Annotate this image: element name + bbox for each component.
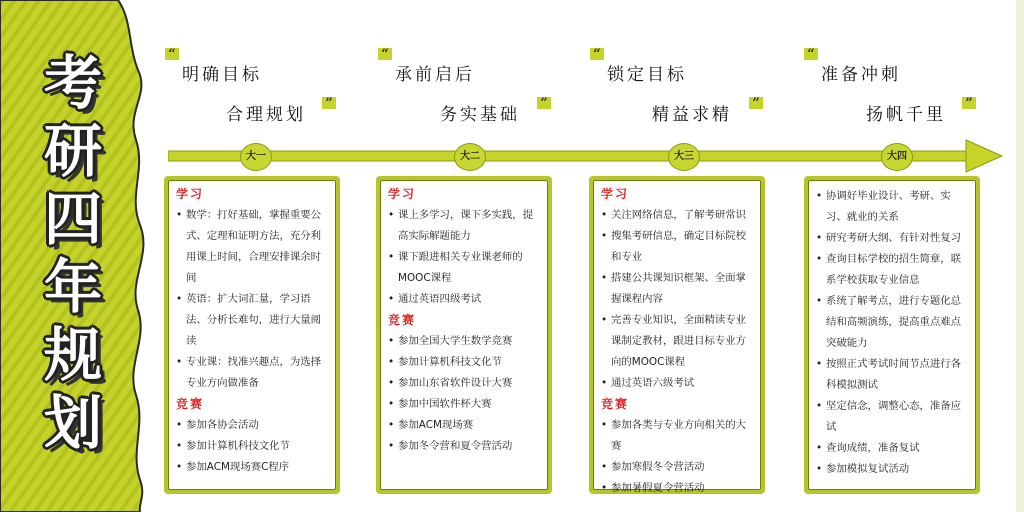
title-char: 考 (43, 49, 102, 117)
phrase-bottom: 扬帆千里 (866, 105, 946, 125)
section-heading-competition: 竞赛 (176, 397, 205, 411)
list-item: • 参加计算机科技文化节 (388, 352, 542, 373)
phrase-top: 明确目标 (182, 65, 262, 85)
section-heading-study: 学习 (388, 187, 417, 201)
phrase-top: 锁定目标 (607, 65, 687, 85)
title-char: 四 (43, 185, 102, 253)
list-item: • 参加全国大学生数学竞赛 (388, 331, 542, 352)
card-body (808, 180, 976, 490)
close-quote-mark: ” (322, 97, 336, 109)
list-item: • 数学：打好基础，掌握重要公式、定理和证明方法，充分利用课上时间，合理安排课余时间 (176, 205, 330, 289)
list-item: • 完善专业知识，全面精读专业课制定教材，跟进目标专业方向的MOOC课程 (601, 310, 755, 373)
section-heading-study: 学习 (601, 187, 630, 201)
list-item: • 参加各类与专业方向相关的大赛 (601, 415, 755, 457)
title-char: 规 (43, 321, 102, 389)
title-char: 划 (43, 389, 102, 457)
section-heading-study: 学习 (176, 187, 205, 201)
side-banner (0, 0, 160, 512)
list-item: • 坚定信念，调整心态，准备应试 (816, 396, 970, 438)
card-body (168, 180, 336, 490)
section-heading-competition: 竞赛 (601, 397, 630, 411)
list-item: • 通过英语六级考试 (601, 373, 755, 394)
list-item: • 参加各协会活动 (176, 415, 330, 436)
card-year-4 (804, 176, 980, 494)
card-year-2 (376, 176, 552, 494)
phrase-top: 准备冲刺 (821, 65, 901, 85)
card-year-1 (164, 176, 340, 494)
list-item: • 参加计算机科技文化节 (176, 436, 330, 457)
phrase-bottom: 合理规划 (226, 105, 306, 125)
list-item: • 参加冬令营和夏令营活动 (388, 436, 542, 457)
list-item: • 搭建公共课知识框架、全面掌握课程内容 (601, 268, 755, 310)
list-item: • 参加山东省软件设计大赛 (388, 373, 542, 394)
timeline-arrow (168, 138, 1004, 174)
timeline-node-year-1: 大一 (240, 143, 272, 171)
phrase-bottom: 精益求精 (652, 105, 732, 125)
list-item: • 课上多学习，课下多实践，提高实际解题能力 (388, 205, 542, 247)
list-item: • 系统了解考点，进行专题化总结和高频演练，提高重点难点突破能力 (816, 291, 970, 354)
close-quote-mark: ” (749, 97, 763, 109)
list-item: • 按照正式考试时间节点进行各科模拟测试 (816, 354, 970, 396)
close-quote-mark: ” (962, 97, 976, 109)
list-item: • 参加寒假冬令营活动 (601, 457, 755, 478)
card-year-3 (589, 176, 765, 494)
list-item: • 查询成绩，准备复试 (816, 438, 970, 459)
close-quote-mark: ” (537, 97, 551, 109)
open-quote-mark: “ (165, 48, 179, 60)
list-item: • 协调好毕业设计、考研、实习、就业的关系 (816, 186, 970, 228)
timeline-node-year-2: 大二 (454, 143, 486, 171)
list-item: • 研究考研大纲、有针对性复习 (816, 228, 970, 249)
card-body (593, 180, 761, 494)
card-body (380, 180, 548, 490)
list-item: • 专业课：找准兴趣点，为选择专业方向做准备 (176, 352, 330, 394)
section-heading-competition: 竞赛 (388, 313, 417, 327)
open-quote-mark: “ (378, 48, 392, 60)
timeline-node-year-4: 大四 (881, 143, 913, 171)
timeline-node-year-3: 大三 (668, 143, 700, 171)
list-item: • 查询目标学校的招生简章，联系学校获取专业信息 (816, 249, 970, 291)
title-char: 年 (43, 253, 102, 321)
title-char: 研 (43, 117, 102, 185)
phrase-bottom: 务实基础 (440, 105, 520, 125)
list-item: • 参加ACM现场赛 (388, 415, 542, 436)
open-quote-mark: “ (590, 48, 604, 60)
list-item: • 关注网络信息，了解考研常识 (601, 205, 755, 226)
list-item: • 课下跟进相关专业课老师的MOOC课程 (388, 247, 542, 289)
list-item: • 参加暑假夏令营活动 (601, 478, 755, 499)
list-item: • 参加模拟复试活动 (816, 459, 970, 480)
list-item: • 搜集考研信息，确定目标院校和专业 (601, 226, 755, 268)
phrase-top: 承前启后 (395, 65, 475, 85)
right-edge-strip (1016, 0, 1024, 512)
list-item: • 通过英语四级考试 (388, 289, 542, 310)
open-quote-mark: “ (804, 48, 818, 60)
list-item: • 英语：扩大词汇量，学习语法、分析长难句，进行大量阅读 (176, 289, 330, 352)
list-item: • 参加ACM现场赛C程序 (176, 457, 330, 478)
list-item: • 参加中国软件杯大赛 (388, 394, 542, 415)
